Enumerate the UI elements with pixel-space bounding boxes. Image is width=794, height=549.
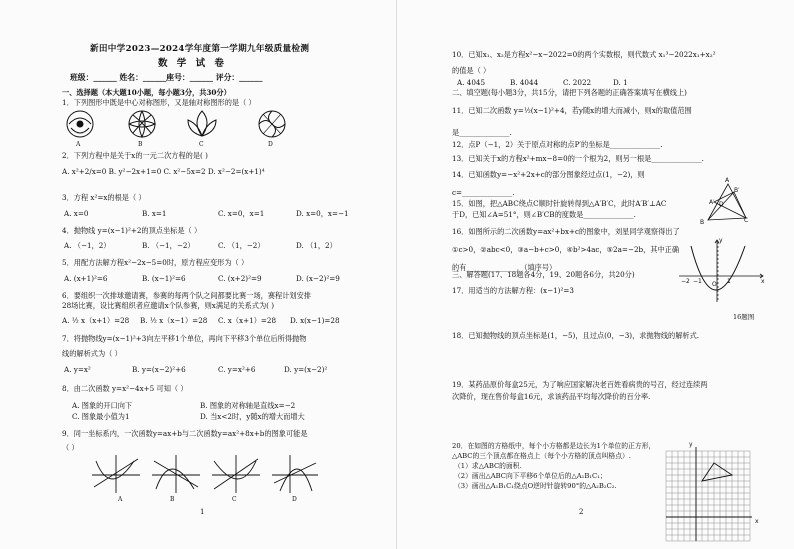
q16-tick-minus-2: −2 [681,278,690,285]
section-2-heading: 二、填空题(每小题3分，共15分，请把下列各题的正确答案填写在横线上) [452,88,687,97]
q11-line-2: 是______________. [452,128,512,137]
q16-origin: O [712,281,717,288]
q13-text: 13．已知关于x的方程x²+mx−8=0的一个根为2，则另一根是______________. [452,154,704,163]
q8-option-a: A. 图象的开口向下 [72,401,133,410]
q15-label-b: B [700,219,705,226]
q9-label-c: C [232,496,237,503]
q9-label-b: B [170,496,175,503]
q8-stem: 8．由二次函数 y=x²−4x+5 可知（ ） [62,384,188,393]
page-2-number: 2 [579,508,584,516]
q15-label-b-prime: B′ [734,187,740,194]
q3-option-a: A. x=0 [64,209,89,218]
exam-title: 新田中学2023—2024学年度第一学期九年级质量检测 [90,44,310,54]
q5-stem: 5．用配方法解方程x²−2x−5=0时，原方程应变形为（ ） [62,258,249,267]
q15-line-2: 于D，已知∠A=51°，则∠B′CB的度数是______________. [452,210,636,219]
q1-stem: 1．下列图形中既是中心对称图形，又是轴对称图形的是（ ） [62,98,256,107]
q10-option-c: C. 2022 [563,78,592,87]
q1-option-figures [62,108,302,148]
q9-line-2: （ ） [62,443,79,452]
q7-option-a: A. y=x² [64,365,91,374]
q20-axis-y: y [689,441,693,448]
q5-option-c: C. (x+2)²=9 [218,274,262,283]
q1-figure-c [188,111,216,136]
q20-axis-x: x [755,518,759,525]
q16-caption: 16题图 [733,313,755,321]
q5-option-d: D. (x−2)²=9 [296,274,340,283]
q4-option-d: D. （1，2） [296,241,337,250]
student-info-line: 班级：______ 姓名：______座号：______ 评分：______ [70,73,263,82]
q3-stem: 3．方程 x²=x的根是（ ） [62,193,146,202]
q16-line-3: 的有______________．（填序号） [452,263,557,272]
q19-line-1: 19．某药品原价每盒25元，为了响应国家解决老百姓看病贵的号召，经过连续两 [452,380,708,389]
q9-label-a: A [118,496,123,503]
q15-label-c: C [744,217,749,224]
q16-line-1: 16．如图所示的二次函数y=ax²+bx+c的图象中，刘星同学观察得出了 [452,227,680,236]
q16-tick-1: 1 [727,278,731,285]
q20-sub-1: （1）求△ABC的面积. [454,462,522,470]
q6-line-1: 6．要组织一次排球邀请赛，参赛的每两个队之间都要比赛一场，赛程计划安排 [62,291,311,300]
q6-option-c: C. x（x+1）=28 [218,316,277,325]
section-1-heading: 一、选择题（本大题10小题，每小题3分，共30分） [62,88,231,97]
q4-option-a: A. （−1，2） [64,241,111,250]
q19-line-2: 次降价，现在售价每盒16元，求该药品平均每次降价的百分率. [452,392,651,401]
q9-graph-d [272,455,318,493]
q1-figure-a [67,111,93,137]
q20-line-2: △ABC的三个顶点都在格点上（每个小方格的顶点叫格点）. [452,452,631,460]
q8-option-c: C. 图象最小值为1 [72,412,130,421]
page-1-number: 1 [200,508,205,516]
q9-graph-c [212,455,260,493]
q15-line-1: 15．如图，把△ABC绕点C顺时针旋转得到△A′B′C，此时A′B′⊥AC [452,199,667,208]
q1-figure-d [259,111,285,137]
q10-option-b: B. 4044 [510,78,539,87]
q1-figure-b [129,111,155,137]
page-2 [397,0,794,549]
q10-option-d: D. 1 [613,78,628,87]
q7-line-1: 7．将抛物线y=(x−1)²+3向左平移1个单位，再向下平移3个单位后所得抛物 [62,334,307,343]
q3-option-c: C. x=0，x=1 [218,209,265,218]
q11-line-1: 11．已知二次函数 y=½(x−1)²+4，若y随x的增大而减小，则x的取值范围 [452,106,692,115]
q10-line-2: 的值是（ ） [452,66,491,75]
q9-option-graphs [90,453,320,495]
q10-line-1: 10．已知x₁、x₂是方程x²−x−2022=0的两个实数根，则代数式 x₁³−2022x₁+x₂² [452,50,716,59]
q5-option-a: A. (x+1)²=6 [64,274,108,283]
q4-option-b: B. （−1，−2） [142,241,195,250]
q14-line-2: c=______________. [452,188,515,197]
q10-option-a: A. 4045 [457,78,486,87]
q15-label-d: D [719,201,724,208]
q20-sub-3: （3）画出△A₁B₁C₁绕点O逆时针旋转90°的△A₂B₂C₂. [454,482,617,490]
q5-option-b: B. (x−1)²=6 [142,274,186,283]
q1-label-d: D [268,141,273,148]
q20-line-1: 20．在如图的方格纸中，每个小方格都是边长为1个单位的正方形， [452,442,656,450]
triangle-abc [702,463,732,481]
q8-option-d: D. 当x<2时，y随x的增大而增大 [200,412,305,421]
q16-axis-x: x [761,278,765,285]
q6-option-a: A. ½ x（x+1）=28 [62,316,130,325]
q1-label-c: C [199,141,204,148]
q12-text: 12．点P（−1，2）关于原点对称的点P′的坐标是______________. [452,140,663,149]
q7-option-d: D. y=(x−2)² [284,365,328,374]
q9-graph-b [152,455,200,493]
q6-option-d: D. x(x−1)=28 [290,316,340,325]
exam-subject: 数 学 试 卷 [158,58,227,69]
q7-line-2: 线的解析式为（ ） [62,349,122,358]
q4-option-c: C. （1，−2） [218,241,265,250]
q7-option-c: C. y=x²+6 [218,365,256,374]
q9-graph-a [92,455,140,493]
q15-label-a-prime: A′ [709,199,715,206]
q7-option-b: B. y=(x−2)²+6 [132,365,186,374]
q2-options: A. x²+2/x=0 B. y²−2x+1=0 C. x²−5x=2 D. x²−2=(x+1)⁴ [62,167,265,176]
q3-option-b: B. x=1 [142,209,167,218]
q9-label-d: D [292,496,297,503]
q20-grid-figure [662,447,752,547]
q17-text: 17．用适当的方法解方程：(x−1)²=3 [452,286,574,295]
grid-axes [666,447,752,541]
q4-stem: 4．抛物线 y=(x−1)²+2的顶点坐标是（ ） [62,226,202,235]
q2-stem: 2．下列方程中是关于x的一元二次方程的是( ) [62,151,208,160]
q16-tick-minus-1: −1 [693,278,702,285]
q8-option-b: B. 图象的对称轴是直线x=−2 [200,401,296,410]
q6-line-2: 28场比赛，设比赛组织者应邀请x个队参赛，则x满足的关系式为( ) [62,301,275,310]
section-3-heading: 三、解答题(17、18题各4分，19、20题各6分，共20分) [452,270,635,279]
q15-label-a: A [725,177,730,184]
q3-option-d: D. x=0，x=−1 [296,209,349,218]
q16-line-2: ①c>0，②abc<0，③a−b+c>0，④b²>4ac，⑤2a=−2b，其中正确 [452,245,680,254]
q18-text: 18．已知抛物线的顶点坐标是(1，−5)，且过点(0，−3)，求抛物线的解析式. [452,331,700,340]
q16-parabola-figure [677,238,767,304]
q1-label-a: A [76,141,81,148]
q14-line-1: 14．已知函数y=−x²+2x+c的部分图象经过点(1，−2)，则 [452,170,645,179]
q9-line-1: 9．同一坐标系内，一次函数y=ax+b与二次函数y=ax²+8x+b的图象可能是 [62,429,308,438]
q16-axis-y: y [719,237,723,244]
q6-option-b: B. ½ x（x−1）=28 [140,316,208,325]
q1-label-b: B [138,141,143,148]
q20-sub-2: （2）画出△ABC向下平移6个单位后的△A₁B₁C₁； [454,472,607,480]
